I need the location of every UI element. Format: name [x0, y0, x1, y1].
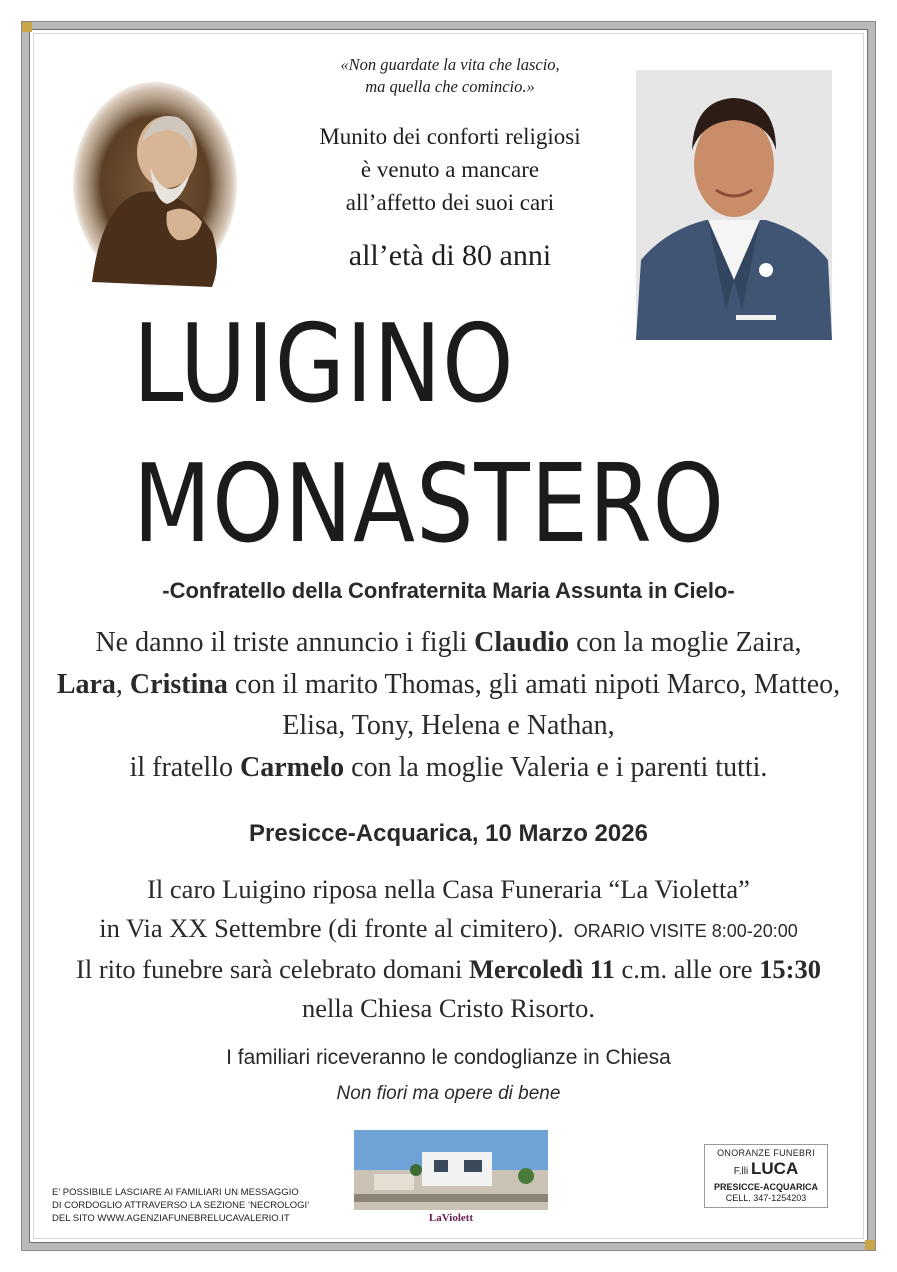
- agency-box: [704, 1144, 828, 1208]
- details-line: nella Chiesa Cristo Risorto.: [302, 992, 595, 1023]
- age-line: all’età di 80 anni: [348, 239, 552, 272]
- intro-text: [240, 120, 660, 219]
- last-name: MONASTERO: [133, 442, 725, 567]
- quote-line: «Non guardate la vita che lascio,: [340, 55, 560, 74]
- announcement-line: Lara, Cristina con il marito Thomas, gli amati nipoti Marco, Matteo,: [56, 668, 841, 700]
- footer-line: DEL SITO WWW.AGENZIAFUNEBRELUCAVALERIO.IT: [52, 1213, 290, 1224]
- no-flowers-note: Non fiori ma opere di bene: [336, 1083, 561, 1104]
- details-line: in Via XX Settembre (di fronte al cimitero). ORARIO VISITE 8:00-20:00: [99, 912, 798, 943]
- agency-phone: CELL. 347-1254203: [725, 1193, 807, 1203]
- funeral-details: [40, 870, 857, 1027]
- agency-name: F.lli LUCA: [733, 1159, 799, 1178]
- intro-line: all’affetto dei suoi cari: [345, 190, 555, 215]
- place-date: Presicce-Acquarica, 10 Marzo 2026: [249, 820, 648, 847]
- intro-line: Munito dei conforti religiosi: [319, 124, 581, 149]
- visiting-hours: ORARIO VISITE 8:00-20:00: [573, 920, 798, 941]
- la-violetta-logo: LaViolett: [428, 1212, 474, 1224]
- footer-note: [52, 1186, 312, 1225]
- confraternity-line: -Confratello della Confraternita Maria Assunta in Cielo-: [162, 578, 735, 603]
- first-name: LUIGINO: [133, 302, 515, 427]
- details-line: Il caro Luigino riposa nella Casa Funeraria “La Violetta”: [147, 874, 750, 904]
- footer-line: DI CORDOGLIO ATTRAVERSO LA SEZIONE ‘NECROLOGI’: [52, 1200, 310, 1211]
- announcement: [40, 622, 857, 788]
- agency-title: ONORANZE FUNEBRI: [717, 1148, 815, 1158]
- padre-pio-image: [72, 82, 238, 287]
- details-line: Il rito funebre sarà celebrato domani Mercoledì 11 c.m. alle ore 15:30: [76, 954, 821, 984]
- announcement-line: il fratello Carmelo con la moglie Valeria e i parenti tutti.: [129, 751, 768, 783]
- quote-line: ma quella che comincio.»: [365, 77, 535, 96]
- announcement-line: Ne danno il triste annuncio i figli Claudio con la moglie Zaira,: [95, 627, 802, 658]
- announcement-line: Elisa, Tony, Helena e Nathan,: [282, 710, 615, 741]
- frame-corner: [22, 22, 32, 32]
- quote: [250, 54, 650, 98]
- frame-corner: [865, 1240, 875, 1250]
- footer-line: E’ POSSIBILE LASCIARE AI FAMILIARI UN MESSAGGIO: [52, 1187, 299, 1198]
- condolences-note: I familiari riceveranno le condoglianze in Chiesa: [226, 1046, 671, 1069]
- deceased-portrait: [636, 70, 832, 340]
- agency-location: PRESICCE-ACQUARICA: [713, 1182, 818, 1192]
- intro-line: è venuto a mancare: [360, 157, 540, 182]
- funeral-home-photo: [354, 1130, 548, 1210]
